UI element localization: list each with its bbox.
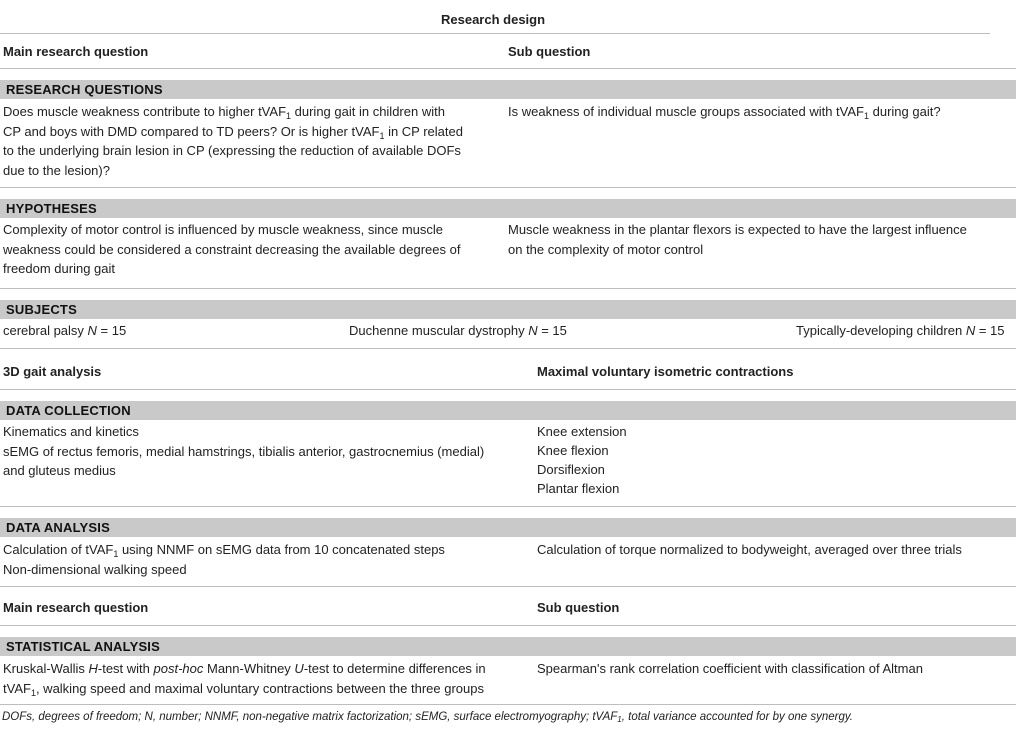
stats-sub-question-header: Sub question <box>537 600 620 615</box>
sub-question-header: Sub question <box>508 44 591 59</box>
statistical-analysis-main: Kruskal-Wallis H-test with post-hoc Mann-Whitney U-test to determine differences in tVAF$_1$, walking speed and maximal voluntary contractions between the three groups <box>3 661 486 698</box>
header-divider <box>0 68 1016 69</box>
research-question-sub: Is weakness of individual muscle groups associated with tVAF$_1$ during gait? <box>508 104 941 121</box>
da-divider <box>0 586 1016 587</box>
subjects-dmd: Duchenne muscular dystrophy N = 15 <box>349 323 567 338</box>
hypothesis-main: Complexity of motor control is influenced by muscle weakness, since muscle weakness could be considered a constraint decreasing the available degrees of freedom during gait <box>3 222 461 276</box>
statistical-analysis-band: STATISTICAL ANALYSIS <box>0 637 1016 656</box>
hypotheses-band: HYPOTHESES <box>0 199 1016 218</box>
subjects-td: Typically-developing children N = 15 <box>796 323 1005 338</box>
table-footnote: DOFs, degrees of freedom; N, number; NNMF, non-negative matrix factorization; sEMG, surface electromyography; tVAF$_1$, total variance accounted for by one synergy. <box>2 711 853 724</box>
data-analysis-gait: Calculation of tVAF$_1$ using NNMF on sEMG data from 10 concatenated steps Non-dimensional walking speed <box>3 542 445 577</box>
subjects-band: SUBJECTS <box>0 300 1016 319</box>
dc-divider <box>0 506 1016 507</box>
subjects-divider <box>0 348 1016 349</box>
stats-main-question-header: Main research question <box>3 600 149 615</box>
table-title: Research design <box>441 12 546 27</box>
data-collection-mvic: Knee extension Knee flexion Dorsiflexion Plantar flexion <box>537 424 627 496</box>
stats-header-divider <box>0 625 1016 626</box>
rq-divider <box>0 187 1016 188</box>
mvic-header: Maximal voluntary isometric contractions <box>537 364 794 379</box>
data-collection-band: DATA COLLECTION <box>0 401 1016 420</box>
hyp-divider <box>0 288 1016 289</box>
main-question-header: Main research question <box>3 44 149 59</box>
methods-divider <box>0 389 1016 390</box>
data-analysis-mvic: Calculation of torque normalized to bodyweight, averaged over three trials <box>537 542 962 557</box>
data-analysis-band: DATA ANALYSIS <box>0 518 1016 537</box>
sa-divider <box>0 704 1016 705</box>
title-divider <box>0 33 990 34</box>
data-collection-gait: Kinematics and kinetics sEMG of rectus femoris, medial hamstrings, tibialis anterior, gastrocnemius (medial) and gluteus medius <box>3 424 485 478</box>
subjects-cp: cerebral palsy N = 15 <box>3 323 127 338</box>
hypothesis-sub: Muscle weakness in the plantar flexors is expected to have the largest influence on the complexity of motor control <box>508 222 967 257</box>
research-question-main: Does muscle weakness contribute to higher tVAF$_1$ during gait in children with CP and boys with DMD compared to TD peers? Or is higher tVAF$_1$ in CP related to the underlying brain lesion in CP (expressing the reduction of available DOFs due to the lesion)? <box>3 104 463 178</box>
gait-analysis-header: 3D gait analysis <box>3 364 102 379</box>
research-questions-band: RESEARCH QUESTIONS <box>0 80 1016 99</box>
statistical-analysis-sub: Spearman's rank correlation coefficient with classification of Altman <box>537 661 923 676</box>
